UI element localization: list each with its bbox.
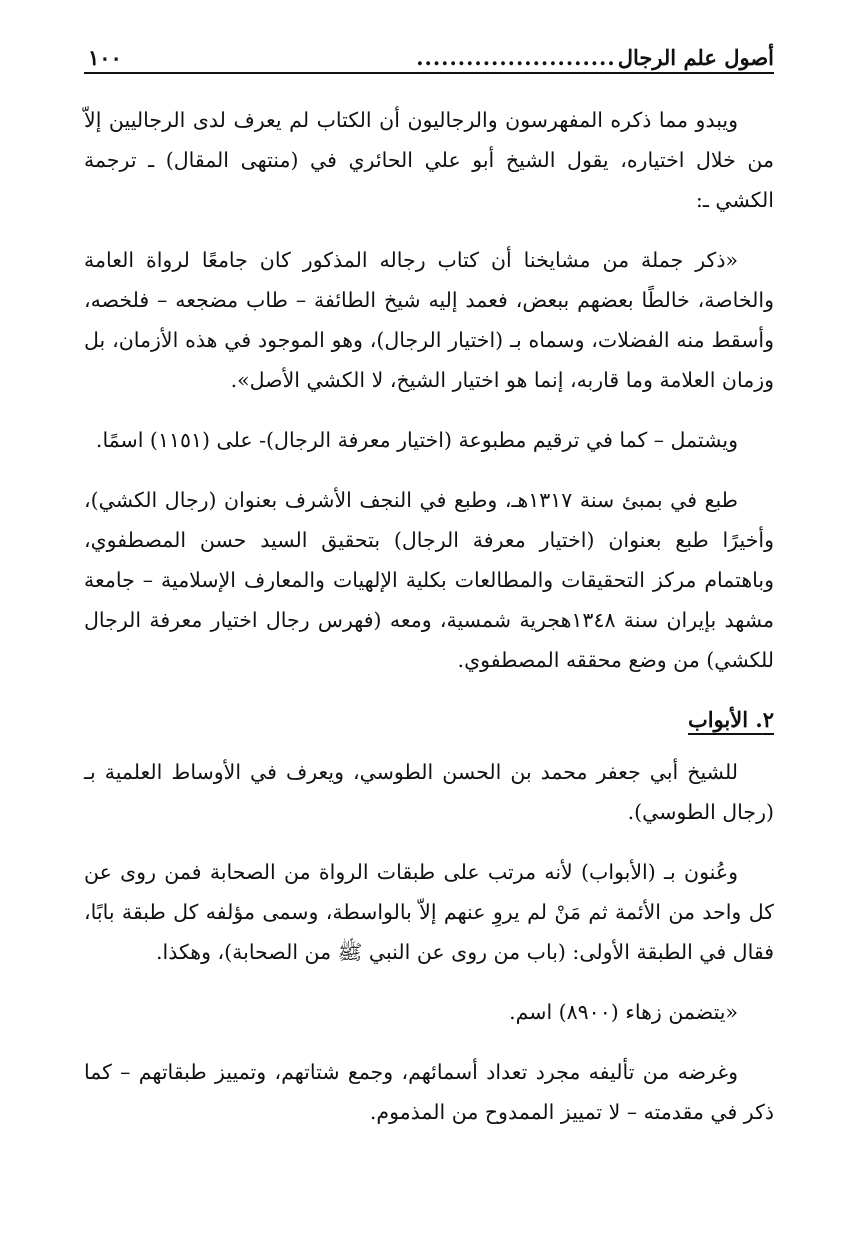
running-title: أصول علم الرجال — [617, 45, 774, 70]
paragraph-count: ويشتمل – كما في ترقيم مطبوعة (اختيار معرفة الرجال)- على (١١٥١) اسمًا. — [95, 428, 738, 452]
paragraph-quote: «ذكر جملة من مشايخنا أن كتاب رجاله المذكور كان جامعًا لرواة العامة والخاصة، خالطًا بعضهم ببعض، فعمد إليه شيخ الطائفة – طاب مضجعه – فلخصه، وأسقط منه الفضلات، وسماه بـ (اختيار الرجال)، وهو الموجود في هذه الأزمان، بل وزمان العلامة وما قاربه، إنما هو اختيار الشيخ، لا الكشي الأصل». — [84, 248, 774, 392]
page-header — [84, 36, 774, 74]
paragraph-purpose: وغرضه من تأليفه مجرد تعداد أسمائهم، وجمع شتاتهم، وتمييز طبقاتهم – كما ذكر في مقدمته – لا تمييز الممدوح من المذموم. — [84, 1060, 774, 1124]
paragraph-publication: طبع في بمبئ سنة ١٣١٧هـ، وطبع في النجف الأشرف بعنوان (رجال الكشي)، وأخيرًا طبع بعنوان (اختيار معرفة الرجال) بتحقيق السيد حسن المصطفوي، وباهتمام مركز التحقيقات والمطالعات بكلية الإلهيات والمعارف الإسلامية – جامعة مشهد بإيران سنة ١٣٤٨هجرية شمسية، ومعه (فهرس رجال اختيار معرفة الرجال للكشي) من وضع محققه المصطفوي. — [84, 488, 774, 672]
paragraph-author: للشيخ أبي جعفر محمد بن الحسن الطوسي، ويعرف في الأوساط العلمية بـ (رجال الطوسي). — [84, 760, 774, 824]
paragraph-name-count: «يتضمن زهاء (٨٩٠٠) اسم. — [509, 1000, 738, 1024]
page-body — [84, 100, 774, 1152]
paragraph-intro: ويبدو مما ذكره المفهرسون والرجاليون أن الكتاب لم يعرف لدى الرجاليين إلاّ من خلال اختياره، يقول الشيخ أبو علي الحائري في (منتهى المقال) ـ ترجمة الكشي ـ: — [84, 108, 774, 212]
header-leader-dots: ........................ — [416, 45, 616, 70]
book-page — [84, 0, 774, 1245]
page-number: ١٠٠ — [88, 45, 122, 70]
section-heading: ٢. الأبواب — [687, 707, 774, 732]
header-title-group — [122, 45, 774, 70]
paragraph-title-explanation: وعُنون بـ (الأبواب) لأنه مرتب على طبقات الرواة من الصحابة فمن روى عن كل واحد من الأئمة ثم مَنْ لم يروِ عنهم إلاّ بالواسطة، وسمى مؤلفه كل طبقة بابًا، فقال في الطبقة الأولى: (باب من روى عن النبي ﷺ من الصحابة)، وهكذا. — [84, 860, 774, 964]
